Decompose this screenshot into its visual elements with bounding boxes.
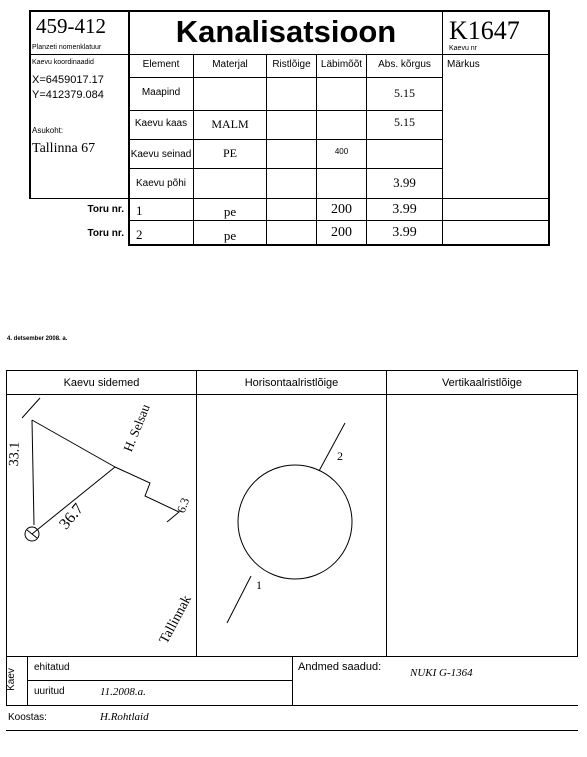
horizontal-section-sketch xyxy=(197,395,386,656)
pipe-marker: 1 xyxy=(256,578,262,592)
pipe-label: Toru nr. xyxy=(87,228,124,239)
measurement-label: 36.7 xyxy=(56,500,88,533)
pipe-height: 3.99 xyxy=(392,202,417,217)
coordinate-y: Y=412379.084 xyxy=(32,89,104,101)
row-element: Maapind xyxy=(141,87,181,98)
document-date: 4. detsember 2008. a. xyxy=(7,336,68,342)
row-height: 3.99 xyxy=(393,175,416,190)
col-element: Element xyxy=(142,59,180,70)
data-source-label: Andmed saadud: xyxy=(298,661,382,673)
row-element: Kaevu seinad xyxy=(130,149,192,160)
well-number-label: Kaevu nr xyxy=(449,45,478,52)
sketch-header-vertical: Vertikaalristlõige xyxy=(441,377,523,389)
side-label-well: Kaev xyxy=(5,668,17,691)
page-title: Kanalisatsioon xyxy=(175,14,397,49)
pipe-marker: 2 xyxy=(337,449,343,463)
street-label: H. Selsau xyxy=(120,401,153,454)
pipe-height: 3.99 xyxy=(392,225,417,240)
row-element: Kaevu põhi xyxy=(135,178,187,189)
row-element: Kaevu kaas xyxy=(134,118,188,129)
col-material: Materjal xyxy=(212,59,248,70)
nomenclature-label: Planzeti nomenklatuur xyxy=(32,44,102,51)
pipe-label: Toru nr. xyxy=(87,204,124,215)
well-number: K1647 xyxy=(449,16,520,45)
pipe-number: 2 xyxy=(136,227,143,242)
surveyed-label: uuritud xyxy=(34,686,65,697)
nomenclature-value: 459-412 xyxy=(36,14,106,38)
pipe-material: pe xyxy=(223,228,237,243)
row-height: 5.15 xyxy=(394,115,415,129)
surveyed-value: 11.2008.a. xyxy=(100,686,146,698)
location-value: Tallinna 67 xyxy=(32,141,96,156)
data-source-value: NUKI G-1364 xyxy=(410,667,473,679)
coordinate-x: X=6459017.17 xyxy=(32,74,104,86)
measurement-label: 6.3 xyxy=(173,495,193,515)
compiled-value: H.Rohtlaid xyxy=(100,711,149,723)
sketch-header-links: Kaevu sidemed xyxy=(63,377,140,389)
pipe-diameter: 200 xyxy=(331,225,352,240)
coordinates-label: Kaevu koordinaadid xyxy=(32,59,94,66)
row-diameter: 400 xyxy=(334,147,349,156)
built-label: ehitatud xyxy=(34,662,70,673)
col-cross-section: Ristlõige xyxy=(272,59,311,70)
street-label: Tallinnak xyxy=(156,592,195,647)
measurement-label: 33.1 xyxy=(7,441,23,467)
compiled-label: Koostas: xyxy=(8,712,47,723)
col-remarks: Märkus xyxy=(447,59,480,70)
location-label: Asukoht: xyxy=(32,126,64,135)
row-height: 5.15 xyxy=(394,86,415,100)
row-material: PE xyxy=(222,146,237,160)
pipe-number: 1 xyxy=(136,203,143,218)
col-abs-height: Abs. kõrgus xyxy=(378,59,431,70)
col-diameter: Läbimõõt xyxy=(320,59,363,70)
pipe-material: pe xyxy=(223,204,237,219)
row-material: MALM xyxy=(211,117,249,131)
sketch-header-horizontal: Horisontaalristlõige xyxy=(244,377,339,389)
pipe-diameter: 200 xyxy=(331,202,352,217)
